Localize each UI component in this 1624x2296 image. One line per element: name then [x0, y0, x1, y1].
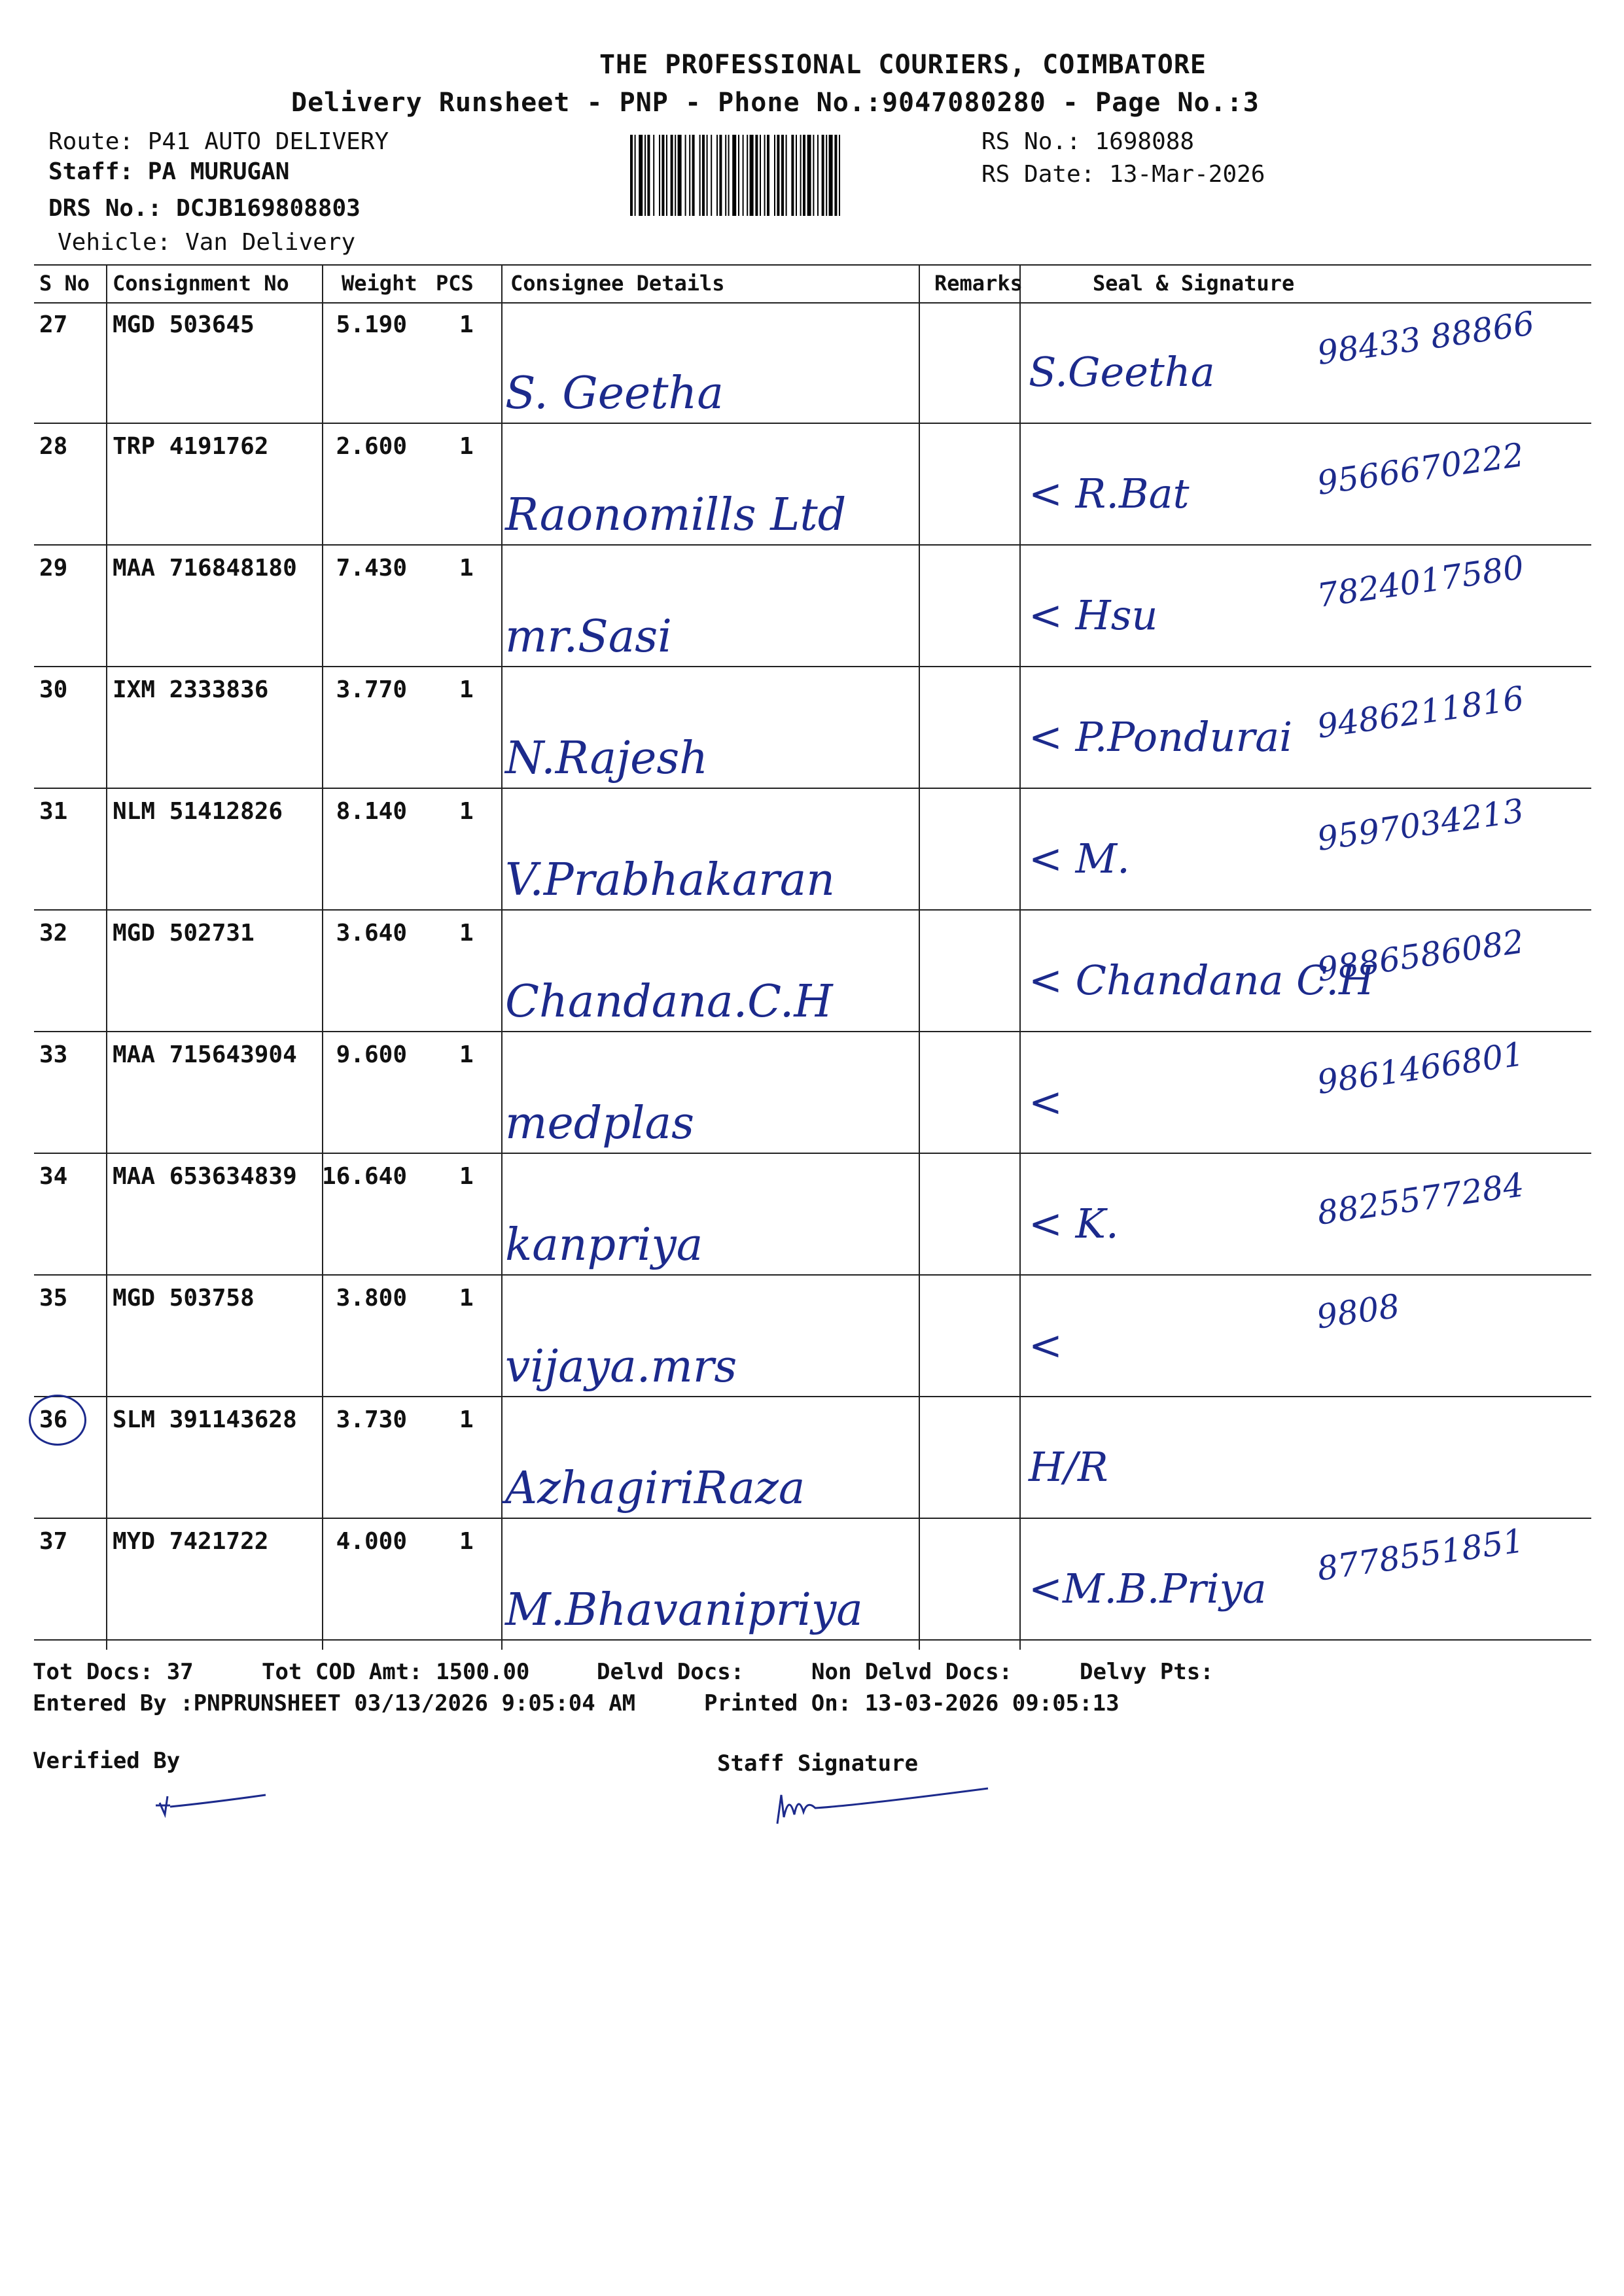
- receiver-phone: 9486211816: [1315, 679, 1527, 746]
- runsheet-subtitle: Delivery Runsheet - PNP - Phone No.:9047080280 - Page No.:3: [291, 88, 1260, 118]
- consignment-number: SLM 391143628: [113, 1406, 297, 1433]
- consignment-number: MGD 503758: [113, 1285, 255, 1312]
- pcs-value: 1: [459, 1406, 474, 1433]
- consignee-name: V.Prabhakaran: [505, 854, 836, 906]
- weight-value: 3.730: [336, 1406, 407, 1433]
- total-docs: Tot Docs: 37: [33, 1659, 194, 1685]
- weight-value: 2.600: [336, 433, 407, 460]
- consignment-number: TRP 4191762: [113, 433, 269, 460]
- consignment-number: MAA 716848180: [113, 555, 297, 582]
- receiver-signature: < R.Bat: [1029, 470, 1190, 517]
- table-row: [34, 667, 1591, 789]
- staff-label: Staff: PA MURUGAN: [48, 158, 290, 185]
- weight-value: 3.800: [336, 1285, 407, 1312]
- receiver-signature: < K.: [1029, 1200, 1119, 1247]
- row-sno: 35: [39, 1285, 68, 1312]
- pcs-value: 1: [459, 798, 474, 825]
- receiver-phone: 7824017580: [1315, 548, 1527, 615]
- receiver-phone: 9886586082: [1315, 922, 1527, 989]
- row-sno: 30: [39, 676, 68, 703]
- pcs-value: 1: [459, 1528, 474, 1555]
- col-seal-signature: Seal & Signature: [1093, 271, 1295, 296]
- receiver-phone: 9566670222: [1315, 436, 1527, 502]
- pcs-value: 1: [459, 1041, 474, 1068]
- table-row: [34, 1397, 1591, 1519]
- consignee-name: Raonomills Ltd: [505, 489, 847, 541]
- table-row: [34, 789, 1591, 911]
- row-sno: 27: [39, 311, 68, 338]
- col-consignment: Consignment No: [113, 271, 289, 296]
- weight-value: 3.770: [336, 676, 407, 703]
- weight-value: 16.640: [321, 1163, 407, 1190]
- consignee-name: S. Geetha: [505, 368, 724, 419]
- table-row: [34, 1154, 1591, 1276]
- receiver-signature: H/R: [1029, 1443, 1108, 1491]
- col-sno: S No: [39, 271, 90, 296]
- receiver-signature: < Hsu: [1029, 591, 1158, 639]
- staff-signature-label: Staff Signature: [717, 1750, 919, 1777]
- pcs-value: 1: [459, 676, 474, 703]
- rs-date: RS Date: 13-Mar-2026: [981, 161, 1265, 188]
- table-row: [34, 1519, 1591, 1641]
- table-row: [34, 424, 1591, 546]
- table-row: [34, 1032, 1591, 1154]
- consignment-number: MYD 7421722: [113, 1528, 269, 1555]
- staff-signature: [772, 1779, 995, 1832]
- table-row: [34, 911, 1591, 1032]
- barcode-image: [630, 135, 978, 216]
- receiver-signature: < P.Pondurai: [1029, 713, 1293, 761]
- receiver-signature: < M.: [1029, 835, 1130, 882]
- receiver-signature: S.Geetha: [1029, 348, 1215, 396]
- delivery-points: Delvy Pts:: [1080, 1659, 1214, 1685]
- consignee-name: Chandana.C.H: [505, 976, 833, 1028]
- drs-number: DRS No.: DCJB169808803: [48, 195, 361, 222]
- non-delivered-docs: Non Delvd Docs:: [811, 1659, 1013, 1685]
- weight-value: 8.140: [336, 798, 407, 825]
- consignee-name: mr.Sasi: [505, 611, 672, 663]
- weight-value: 7.430: [336, 555, 407, 582]
- pcs-value: 1: [459, 311, 474, 338]
- row-sno: 36: [39, 1406, 68, 1433]
- verified-by-label: Verified By: [33, 1748, 181, 1774]
- consignee-name: N.Rajesh: [505, 733, 709, 784]
- receiver-signature: <M.B.Priya: [1029, 1565, 1267, 1612]
- weight-value: 9.600: [336, 1041, 407, 1068]
- pcs-value: 1: [459, 920, 474, 947]
- col-pcs: PCS: [436, 271, 474, 296]
- consignee-name: medplas: [505, 1098, 694, 1149]
- row-sno: 33: [39, 1041, 68, 1068]
- row-sno: 28: [39, 433, 68, 460]
- col-remarks: Remarks: [934, 271, 1023, 296]
- consignment-number: MGD 503645: [113, 311, 255, 338]
- row-sno: 31: [39, 798, 68, 825]
- receiver-signature: < Chandana C.H: [1029, 956, 1375, 1004]
- weight-value: 4.000: [336, 1528, 407, 1555]
- consignment-number: NLM 51412826: [113, 798, 283, 825]
- consignment-number: MAA 653634839: [113, 1163, 297, 1190]
- vehicle-label: Vehicle: Van Delivery: [58, 229, 356, 256]
- row-sno: 29: [39, 555, 68, 582]
- printed-on: Printed On: 13-03-2026 09:05:13: [704, 1690, 1120, 1716]
- route-label: Route: P41 AUTO DELIVERY: [48, 128, 389, 155]
- col-weight: Weight: [342, 271, 417, 296]
- consignment-number: MAA 715643904: [113, 1041, 297, 1068]
- row-sno: 32: [39, 920, 68, 947]
- receiver-signature: <: [1029, 1078, 1063, 1126]
- row-sno: 37: [39, 1528, 68, 1555]
- company-title: THE PROFESSIONAL COURIERS, COIMBATORE: [599, 50, 1207, 80]
- table-row: [34, 302, 1591, 424]
- entered-by: Entered By :PNPRUNSHEET 03/13/2026 9:05:04 AM: [33, 1690, 636, 1716]
- consignment-number: IXM 2333836: [113, 676, 269, 703]
- weight-value: 5.190: [336, 311, 407, 338]
- receiver-phone: 9597034213: [1315, 791, 1527, 858]
- circled-number-mark: [29, 1395, 86, 1446]
- receiver-phone: 9861466801: [1315, 1035, 1527, 1102]
- consignee-name: AzhagiriRaza: [505, 1463, 805, 1514]
- pcs-value: 1: [459, 555, 474, 582]
- receiver-phone: 8825577284: [1315, 1166, 1527, 1232]
- consignment-number: MGD 502731: [113, 920, 255, 947]
- consignee-name: M.Bhavanipriya: [505, 1584, 863, 1636]
- rs-number: RS No.: 1698088: [981, 128, 1195, 155]
- consignee-name: vijaya.mrs: [505, 1341, 737, 1393]
- receiver-phone: 8778551851: [1315, 1522, 1527, 1588]
- pcs-value: 1: [459, 1285, 474, 1312]
- col-consignee: Consignee Details: [510, 271, 725, 296]
- receiver-signature: <: [1029, 1321, 1063, 1369]
- receiver-phone: 9808: [1314, 1287, 1402, 1336]
- consignee-name: kanpriya: [505, 1219, 703, 1271]
- row-sno: 34: [39, 1163, 68, 1190]
- runsheet-table: [34, 264, 1591, 1650]
- delivered-docs: Delvd Docs:: [597, 1659, 745, 1685]
- pcs-value: 1: [459, 433, 474, 460]
- total-cod-amount: Tot COD Amt: 1500.00: [262, 1659, 530, 1685]
- receiver-phone: 98433 88866: [1315, 304, 1537, 372]
- verified-signature: [150, 1783, 275, 1829]
- weight-value: 3.640: [336, 920, 407, 947]
- table-row: [34, 546, 1591, 667]
- pcs-value: 1: [459, 1163, 474, 1190]
- table-row: [34, 1276, 1591, 1397]
